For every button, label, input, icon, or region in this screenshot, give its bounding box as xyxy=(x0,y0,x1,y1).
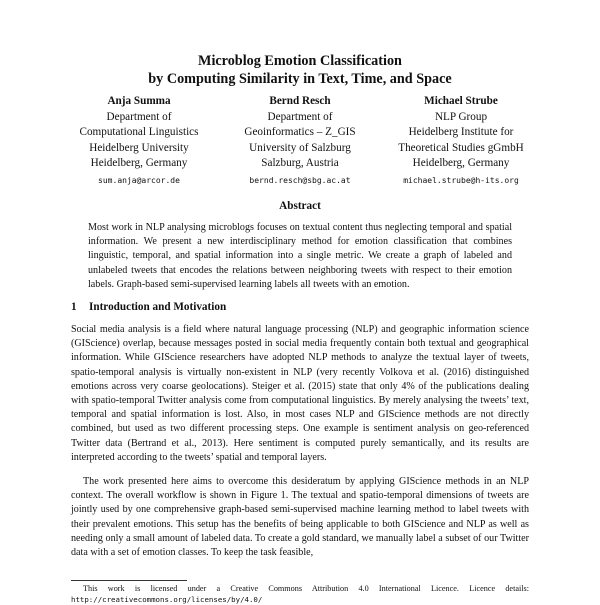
author-affiliation-line: Salzburg, Austria xyxy=(261,157,339,170)
section-number: 1 xyxy=(71,301,77,313)
title-line-2: by Computing Similarity in Text, Time, and Space xyxy=(148,71,452,87)
body-paragraph-2 xyxy=(71,475,529,560)
author-email: michael.strube@h-its.org xyxy=(403,175,519,185)
author-name: Bernd Resch xyxy=(269,95,331,107)
abstract-text: Most work in NLP analysing microblogs focuses on textual content thus neglecting temporal and spatial information. We present a new interdisciplinary method for emotion classification that combines linguistic, temporal, and spatial information into a single metric. We create a graph of labeled and unlabeled tweets that encodes the relations between neighboring tweets with respect to their emotion labels. Graph-based semi-supervised learning labels all tweets with an emotion. xyxy=(88,222,512,290)
paper-title xyxy=(0,52,600,88)
section-heading xyxy=(71,300,226,315)
author-3 xyxy=(366,94,556,187)
footnote xyxy=(71,583,529,605)
author-email: bernd.resch@sbg.ac.at xyxy=(249,175,351,185)
author-affiliation-line: University of Salzburg xyxy=(249,141,351,154)
author-name: Anja Summa xyxy=(107,95,171,107)
footnote-license-link[interactable]: http://creativecommons.org/licenses/by/4.0/ xyxy=(71,595,263,604)
author-affiliation-line: Department of xyxy=(106,110,172,123)
author-name: Michael Strube xyxy=(424,95,498,107)
body-paragraph-1: Social media analysis is a field where natural language processing (NLP) and geographic information science (GIScience) overlap, because messages posted in social media frequently contain both textual and geographical information. While GIScience researchers have adopted NLP methods to analyze the textual layer of tweets, spatio-temporal analysis is virtually non-existent in NLP (very recently Volkova et al. (2016) distinguished emotions across very coarse geolocations). Steiger et al. (2015) state that only 4% of the publications dealing with spatio-temporal Twitter analysis come from computational linguistics. By merely analysing the tweets’ text, temporal and spatial information is lost. Also, in most cases NLP and GIScience methods are not directly combined, but used as two different processing steps. One example is sentiment analysis on geo-referenced Twitter data (Bertrand et al., 2013). Here sentiment is computed purely semantically, and its results are interpreted according to the tweets’ spatial and temporal layers. xyxy=(71,324,529,463)
author-block xyxy=(0,94,600,184)
abstract-heading: Abstract xyxy=(279,200,321,212)
author-affiliation-line: Heidelberg, Germany xyxy=(90,157,188,170)
author-affiliation-line: NLP Group xyxy=(434,110,488,123)
footnote-text: This work is licensed under a Creative Commons Attribution 4.0 International Licence. Licence details: xyxy=(83,584,529,593)
author-affiliation-line: Heidelberg University xyxy=(89,141,189,154)
author-affiliation-line: Computational Linguistics xyxy=(79,126,199,139)
author-affiliation-line: Heidelberg Institute for xyxy=(408,126,514,139)
body-paragraph-2-text: The work presented here aims to overcome this desideratum by applying GIScience methods in an NLP context. The overall workflow is shown in Figure 1. The textual and spatio-temporal dimensions of tweets are jointly used by one comprehensive graph-based semi-supervised machine learning method to label tweets with their prevalent emotions. This setup has the benefits of being applicable to both GIScience and NLP as well as needing only a small amount of labeled data. To create a gold standard, we manually label a subset of our Twitter data with a set of emotion classes. To keep the task feasible, xyxy=(71,476,529,559)
author-affiliation-line: Heidelberg, Germany xyxy=(412,157,510,170)
author-affiliation-line: Theoretical Studies gGmbH xyxy=(398,141,524,154)
author-affiliation-line: Department of xyxy=(267,110,333,123)
author-affiliation-line: Geoinformatics – Z_GIS xyxy=(244,126,356,139)
section-title: Introduction and Motivation xyxy=(89,301,227,313)
author-email: sum.anja@arcor.de xyxy=(98,175,180,185)
footnote-divider xyxy=(71,580,187,581)
title-line-1: Microblog Emotion Classification xyxy=(198,53,402,69)
